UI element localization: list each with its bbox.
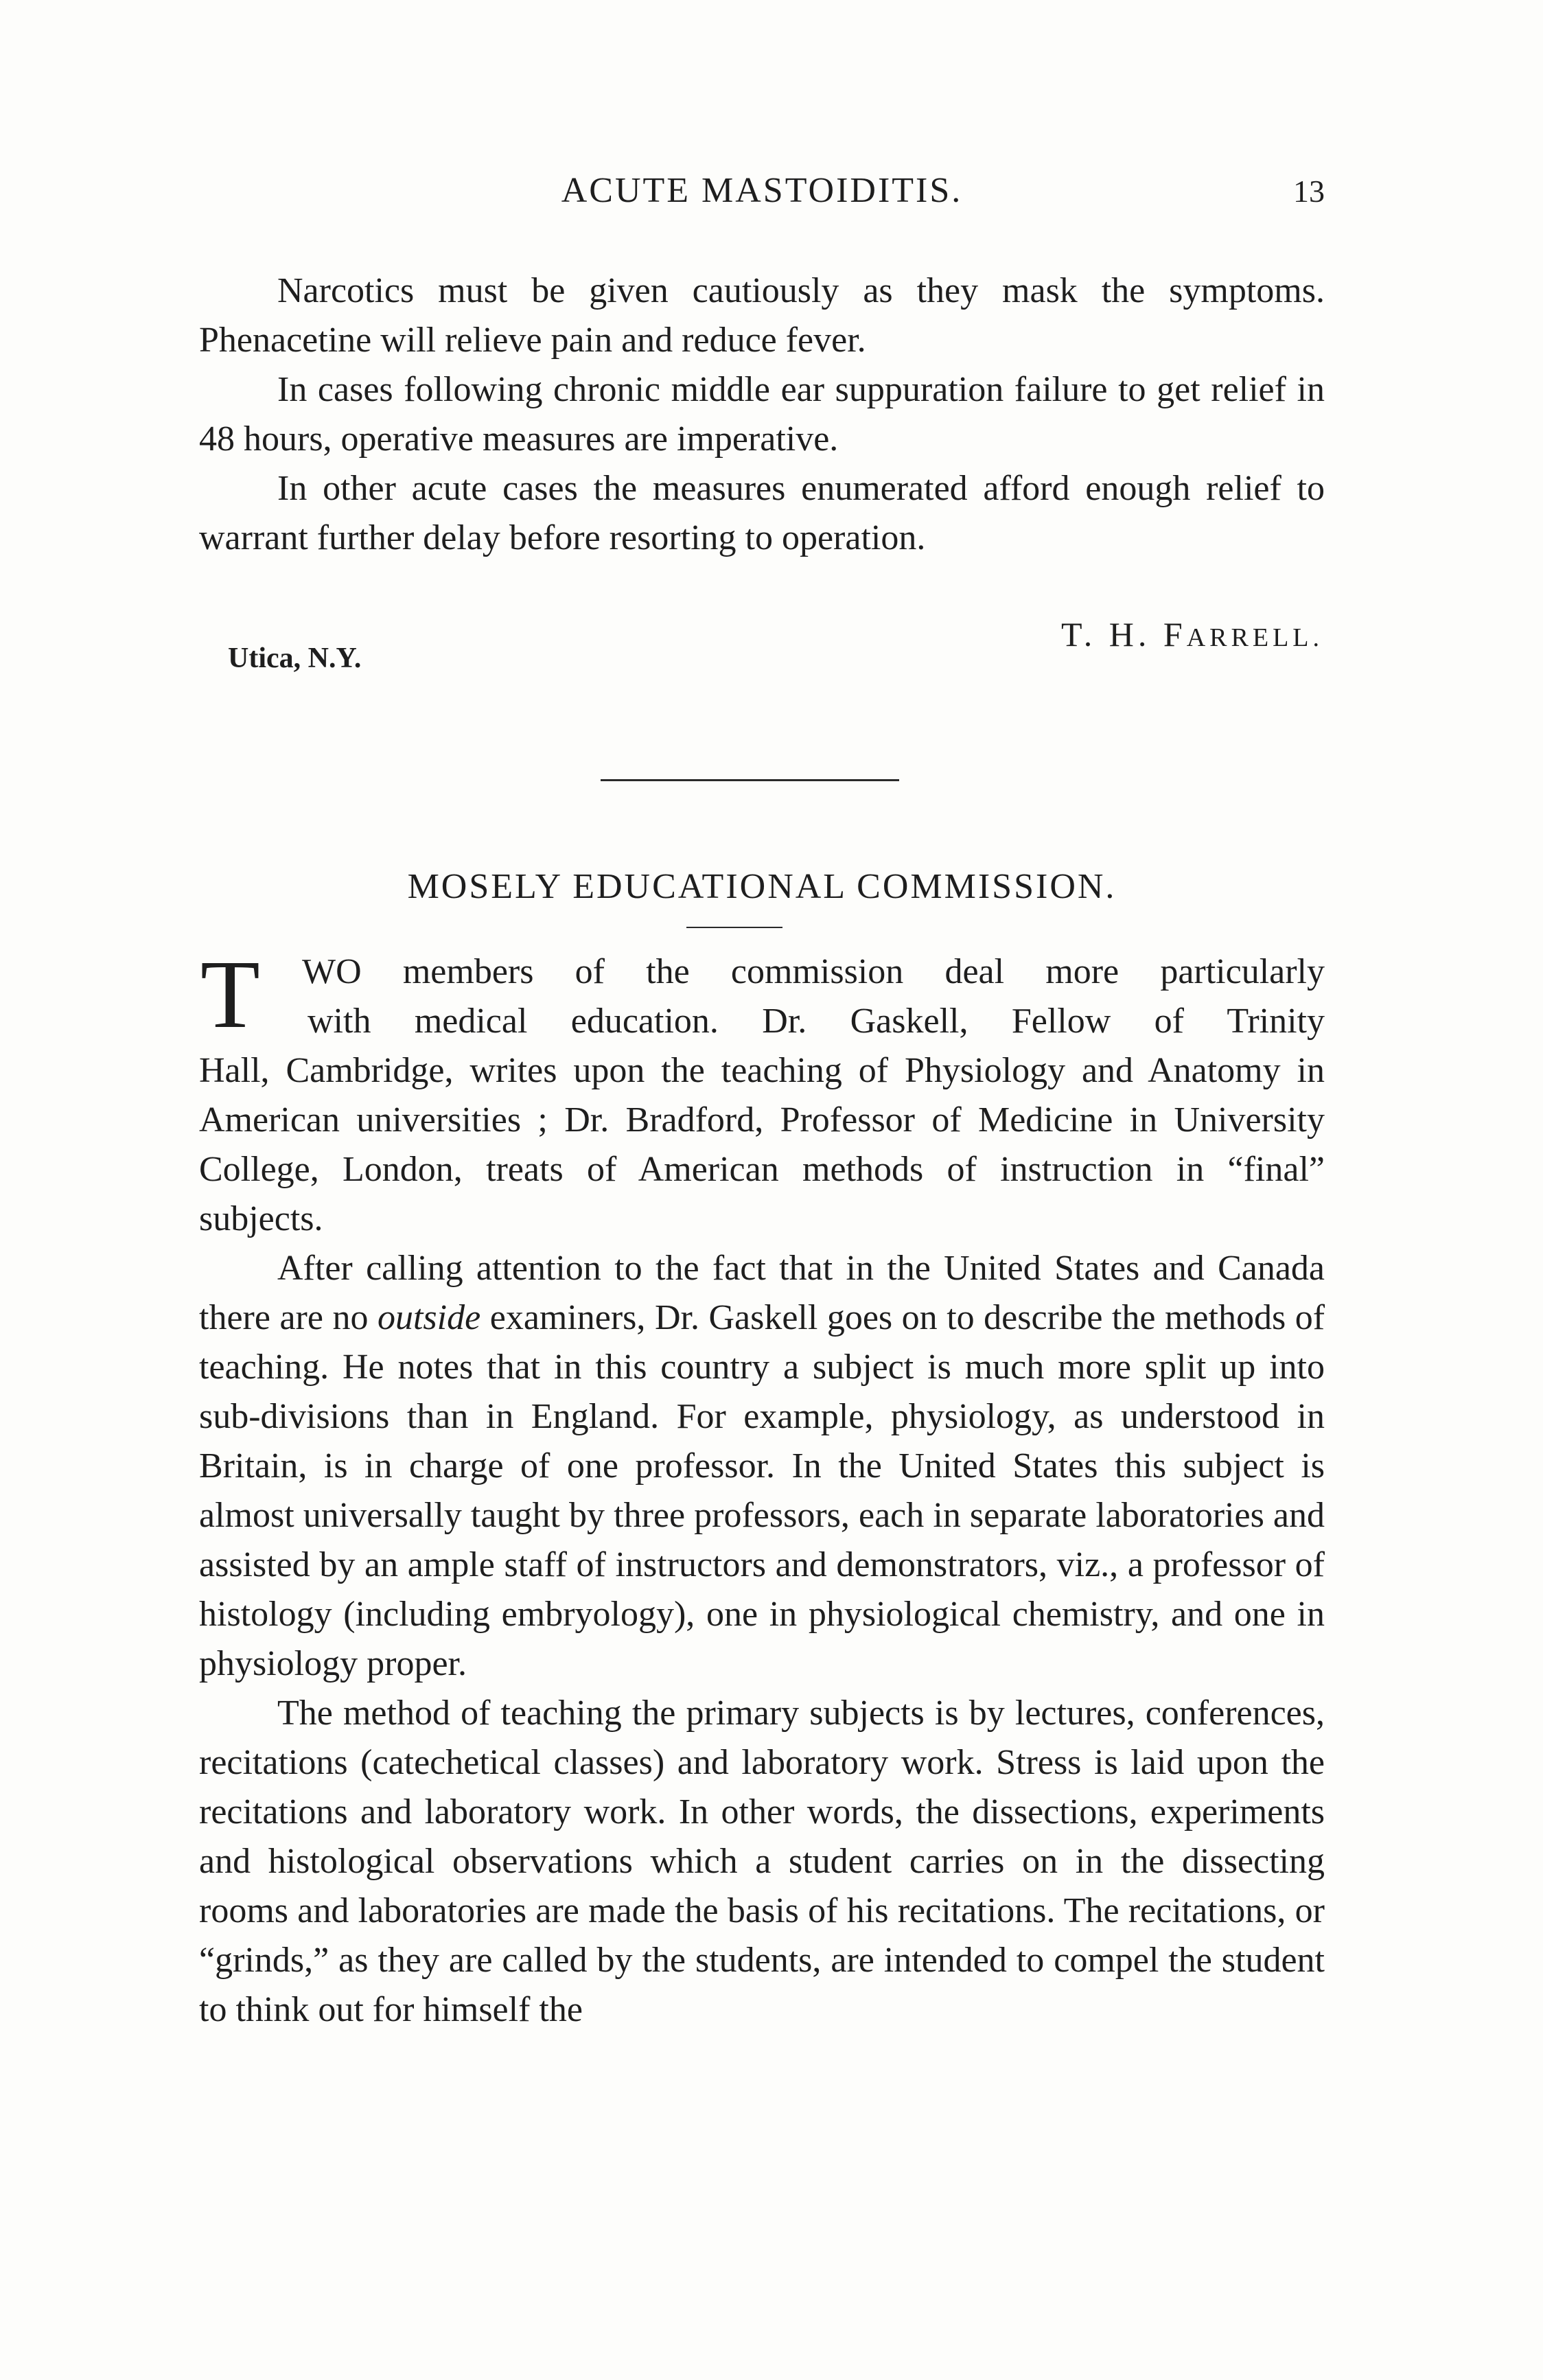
running-title: ACUTE MASTOIDITIS. [561, 171, 963, 210]
paragraph-chronic-cases: In cases following chronic middle ear suppuration failure to get relief in 48 hours, operative measures are imperative. [199, 370, 1325, 459]
first-line: WO members of the commission deal more particularly [302, 952, 1325, 991]
section-title: MOSELY EDUCATIONAL COMMISSION. [407, 867, 1117, 906]
title-underline [686, 927, 782, 928]
italic-outside: outside [377, 1298, 481, 1337]
place-line: Utica, N.Y. [228, 643, 362, 674]
paragraph-gaskell [199, 1244, 1325, 1689]
signature-surname: ARRELL. [1186, 623, 1323, 652]
article-body [199, 940, 1325, 2035]
second-line: with medical education. Dr. Gaskell, Fellow of Trinity [308, 1002, 1325, 1041]
running-head [199, 170, 1325, 218]
paragraph-commission: Hall, Cambridge, writes upon the teaching of Physiology and Anatomy in American universities ; Dr. Bradford, Professor of Medicine in University College, London, treats of American methods of instruction in “final” subjects. [199, 1051, 1325, 1238]
paragraph-acute-cases: In other acute cases the measures enumerated afford enough relief to warrant further delay before resorting to operation. [199, 469, 1325, 557]
paragraph-narcotics: Narcotics must be given cautiously as they mask the symptoms. Phenacetine will relieve pain and reduce fever. [199, 271, 1325, 360]
section-divider [601, 779, 899, 781]
signature-initials: T. H. F [1060, 615, 1187, 654]
gaskell-text-start: After calling attention to the fact that in the United States and Canada there are no [199, 1249, 1325, 1337]
page-number: 13 [1293, 174, 1325, 209]
paragraph-teaching-method: The method of teaching the primary subjects is by lectures, conferences, recitations (catechetical classes) and laboratory work. Stress is laid upon the recitations and laboratory work. In other words, the dissections, experiments and histological observations which a student carries on in the dissecting rooms and laboratories are made the basis of his recitations. The recitations, or “grinds,” as they are called by the students, are intended to compel the student to think out for himself the [199, 1694, 1325, 2029]
author-signature [1061, 614, 1323, 654]
drop-cap: T [200, 940, 260, 1048]
gaskell-text-end: examiners, Dr. Gaskell goes on to describe the methods of teaching. He notes that in this country a subject is much more split up into sub-divisions than in England. For example, physiology, as understood in Britain, is in charge of one professor. In the United States this subject is almost universally taught by three professors, each in separate laboratories and assisted by an ample staff of instructors and demonstrators, viz., a professor of histology (including embryology), one in physiological chemistry, and one in physiology proper. [199, 1298, 1325, 1683]
